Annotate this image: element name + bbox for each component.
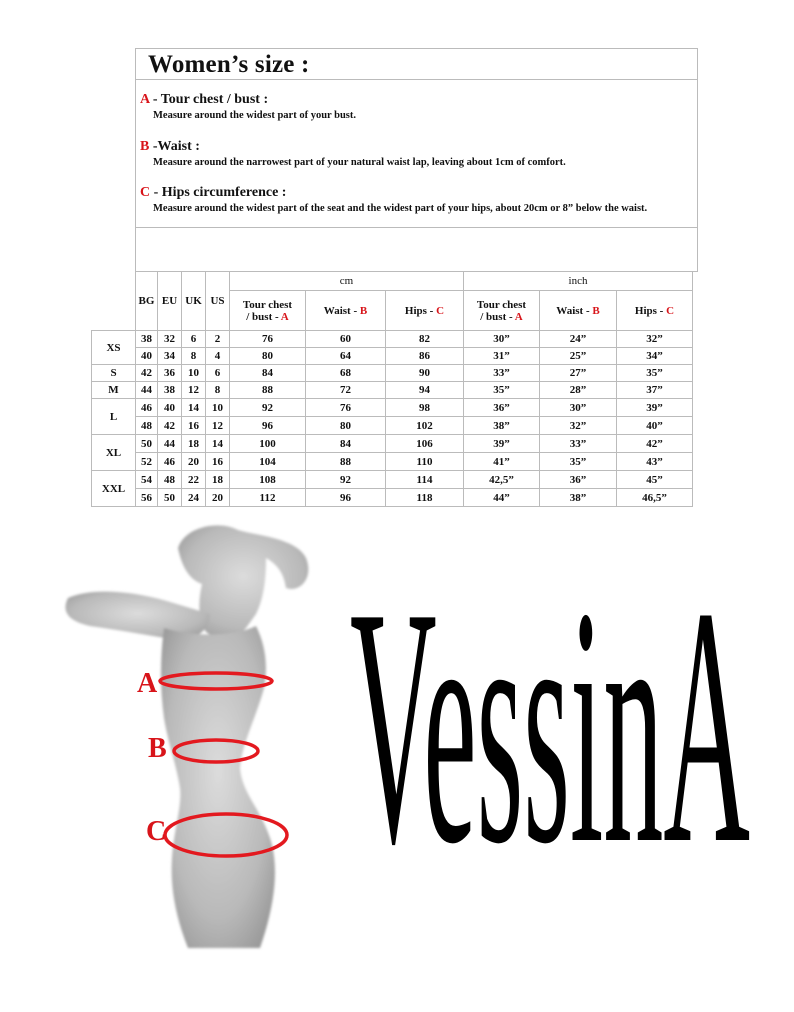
cell-uk: 6 [182, 331, 206, 348]
cell-uk: 20 [182, 453, 206, 471]
logo-svg [350, 540, 770, 920]
cell-bg: 46 [136, 399, 158, 417]
cell-uk: 22 [182, 471, 206, 489]
size-table [91, 271, 693, 507]
cell-i-waist: 30” [540, 399, 617, 417]
cell-c-chest: 100 [230, 435, 306, 453]
cell-i-hips: 43” [617, 453, 693, 471]
cell-us: 2 [206, 331, 230, 348]
measure-chest [140, 92, 356, 121]
cell-c-chest: 112 [230, 489, 306, 507]
cell-i-chest: 39” [464, 435, 540, 453]
size-label: L [92, 399, 136, 435]
cell-c-chest: 92 [230, 399, 306, 417]
size-label: XS [92, 331, 136, 365]
cell-us: 20 [206, 489, 230, 507]
cell-us: 4 [206, 348, 230, 365]
cell-i-waist: 35” [540, 453, 617, 471]
measure-label-waist: -Waist : [152, 139, 200, 154]
cell-uk: 10 [182, 365, 206, 382]
table-row [92, 435, 693, 453]
cell-c-waist: 80 [306, 417, 386, 435]
silhouette-body [65, 525, 308, 948]
cell-us: 6 [206, 365, 230, 382]
size-label: XXL [92, 471, 136, 507]
col-cm-hips: Hips - C [386, 291, 464, 331]
cell-i-waist: 28” [540, 382, 617, 399]
brand-logo [350, 540, 770, 920]
cell-c-waist: 64 [306, 348, 386, 365]
cell-c-chest: 96 [230, 417, 306, 435]
cell-i-waist: 36” [540, 471, 617, 489]
cell-c-hips: 90 [386, 365, 464, 382]
title-divider [136, 79, 697, 80]
cell-c-hips: 94 [386, 382, 464, 399]
cell-uk: 14 [182, 399, 206, 417]
cell-c-waist: 92 [306, 471, 386, 489]
logo-text: VessinA [350, 540, 750, 914]
cell-us: 14 [206, 435, 230, 453]
cell-i-hips: 34” [617, 348, 693, 365]
cell-i-waist: 33” [540, 435, 617, 453]
col-eu: EU [158, 272, 182, 331]
cell-c-hips: 106 [386, 435, 464, 453]
cell-c-chest: 76 [230, 331, 306, 348]
cell-i-hips: 35” [617, 365, 693, 382]
cell-eu: 42 [158, 417, 182, 435]
cell-c-waist: 88 [306, 453, 386, 471]
cell-eu: 40 [158, 399, 182, 417]
cell-c-waist: 68 [306, 365, 386, 382]
cell-c-hips: 82 [386, 331, 464, 348]
cell-c-hips: 110 [386, 453, 464, 471]
cell-c-chest: 108 [230, 471, 306, 489]
cell-bg: 50 [136, 435, 158, 453]
measure-waist [140, 139, 566, 168]
table-row [92, 417, 693, 435]
cell-i-hips: 32” [617, 331, 693, 348]
cell-eu: 32 [158, 331, 182, 348]
cell-bg: 56 [136, 489, 158, 507]
cell-i-chest: 36” [464, 399, 540, 417]
cell-i-chest: 33” [464, 365, 540, 382]
cell-c-hips: 102 [386, 417, 464, 435]
cell-uk: 18 [182, 435, 206, 453]
cell-bg: 38 [136, 331, 158, 348]
cell-us: 8 [206, 382, 230, 399]
cell-uk: 24 [182, 489, 206, 507]
spacer-box [135, 228, 698, 272]
cell-i-waist: 27” [540, 365, 617, 382]
cell-eu: 36 [158, 365, 182, 382]
table-row [92, 471, 693, 489]
cell-i-hips: 46,5” [617, 489, 693, 507]
measure-desc-waist: Measure around the narrowest part of your natural waist lap, leaving about 1cm of comfort. [153, 157, 566, 168]
cell-eu: 34 [158, 348, 182, 365]
measure-hips [140, 185, 647, 214]
cell-c-waist: 76 [306, 399, 386, 417]
table-row [92, 453, 693, 471]
cell-c-waist: 84 [306, 435, 386, 453]
cell-i-waist: 38” [540, 489, 617, 507]
cell-bg: 42 [136, 365, 158, 382]
measure-label-hips: - Hips circumference : [153, 185, 287, 200]
cell-us: 10 [206, 399, 230, 417]
col-uk: UK [182, 272, 206, 331]
cell-eu: 48 [158, 471, 182, 489]
measure-desc-chest: Measure around the widest part of your bust. [153, 110, 357, 121]
body-silhouette-illustration [60, 518, 330, 968]
size-rows [92, 331, 693, 507]
table-row [92, 382, 693, 399]
cell-uk: 16 [182, 417, 206, 435]
header-box [135, 48, 698, 228]
cell-c-hips: 114 [386, 471, 464, 489]
table-row [92, 399, 693, 417]
cell-us: 16 [206, 453, 230, 471]
cell-us: 12 [206, 417, 230, 435]
cell-c-chest: 104 [230, 453, 306, 471]
cell-i-chest: 35” [464, 382, 540, 399]
cell-c-waist: 72 [306, 382, 386, 399]
cell-c-hips: 98 [386, 399, 464, 417]
cell-bg: 44 [136, 382, 158, 399]
cell-c-hips: 86 [386, 348, 464, 365]
table-row [92, 365, 693, 382]
cell-uk: 12 [182, 382, 206, 399]
unit-cm: cm [230, 272, 464, 291]
cell-i-hips: 37” [617, 382, 693, 399]
cell-i-chest: 31” [464, 348, 540, 365]
cell-i-waist: 24” [540, 331, 617, 348]
cell-c-hips: 118 [386, 489, 464, 507]
cell-bg: 40 [136, 348, 158, 365]
cell-eu: 44 [158, 435, 182, 453]
table-row [92, 348, 693, 365]
figure-label-b: B [148, 733, 167, 764]
cell-c-chest: 88 [230, 382, 306, 399]
cell-us: 18 [206, 471, 230, 489]
col-inch-chest: Tour chest / bust - A [464, 291, 540, 331]
silhouette-svg [60, 518, 330, 968]
cell-i-hips: 45” [617, 471, 693, 489]
table-row [92, 489, 693, 507]
unit-inch: inch [464, 272, 693, 291]
cell-bg: 48 [136, 417, 158, 435]
col-inch-hips: Hips - C [617, 291, 693, 331]
size-label: S [92, 365, 136, 382]
cell-i-hips: 40” [617, 417, 693, 435]
cell-i-waist: 25” [540, 348, 617, 365]
size-label: XL [92, 435, 136, 471]
cell-i-chest: 42,5” [464, 471, 540, 489]
cell-i-hips: 39” [617, 399, 693, 417]
cell-c-waist: 60 [306, 331, 386, 348]
cell-i-waist: 32” [540, 417, 617, 435]
cell-uk: 8 [182, 348, 206, 365]
col-bg: BG [136, 272, 158, 331]
cell-i-chest: 41” [464, 453, 540, 471]
col-cm-chest: Tour chest / bust - A [230, 291, 306, 331]
cell-i-hips: 42” [617, 435, 693, 453]
cell-i-chest: 38” [464, 417, 540, 435]
measure-letter-a: A [140, 92, 150, 107]
cell-eu: 46 [158, 453, 182, 471]
cell-c-chest: 80 [230, 348, 306, 365]
measure-desc-hips: Measure around the widest part of the seat and the widest part of your hips, about 20cm or 8” below the waist. [153, 203, 648, 214]
cell-eu: 50 [158, 489, 182, 507]
cell-bg: 52 [136, 453, 158, 471]
cell-eu: 38 [158, 382, 182, 399]
cell-bg: 54 [136, 471, 158, 489]
cell-c-chest: 84 [230, 365, 306, 382]
size-label: M [92, 382, 136, 399]
figure-label-c: C [146, 816, 167, 847]
measure-label-chest: - Tour chest / bust : [152, 92, 269, 107]
cell-i-chest: 30” [464, 331, 540, 348]
col-us: US [206, 272, 230, 331]
cell-i-chest: 44” [464, 489, 540, 507]
table-row [92, 331, 693, 348]
figure-label-a: A [137, 668, 158, 699]
measure-letter-b: B [140, 139, 150, 154]
cell-c-waist: 96 [306, 489, 386, 507]
col-inch-waist: Waist - B [540, 291, 617, 331]
col-cm-waist: Waist - B [306, 291, 386, 331]
measure-letter-c: C [140, 185, 151, 200]
page-title: Women’s size : [148, 51, 310, 78]
